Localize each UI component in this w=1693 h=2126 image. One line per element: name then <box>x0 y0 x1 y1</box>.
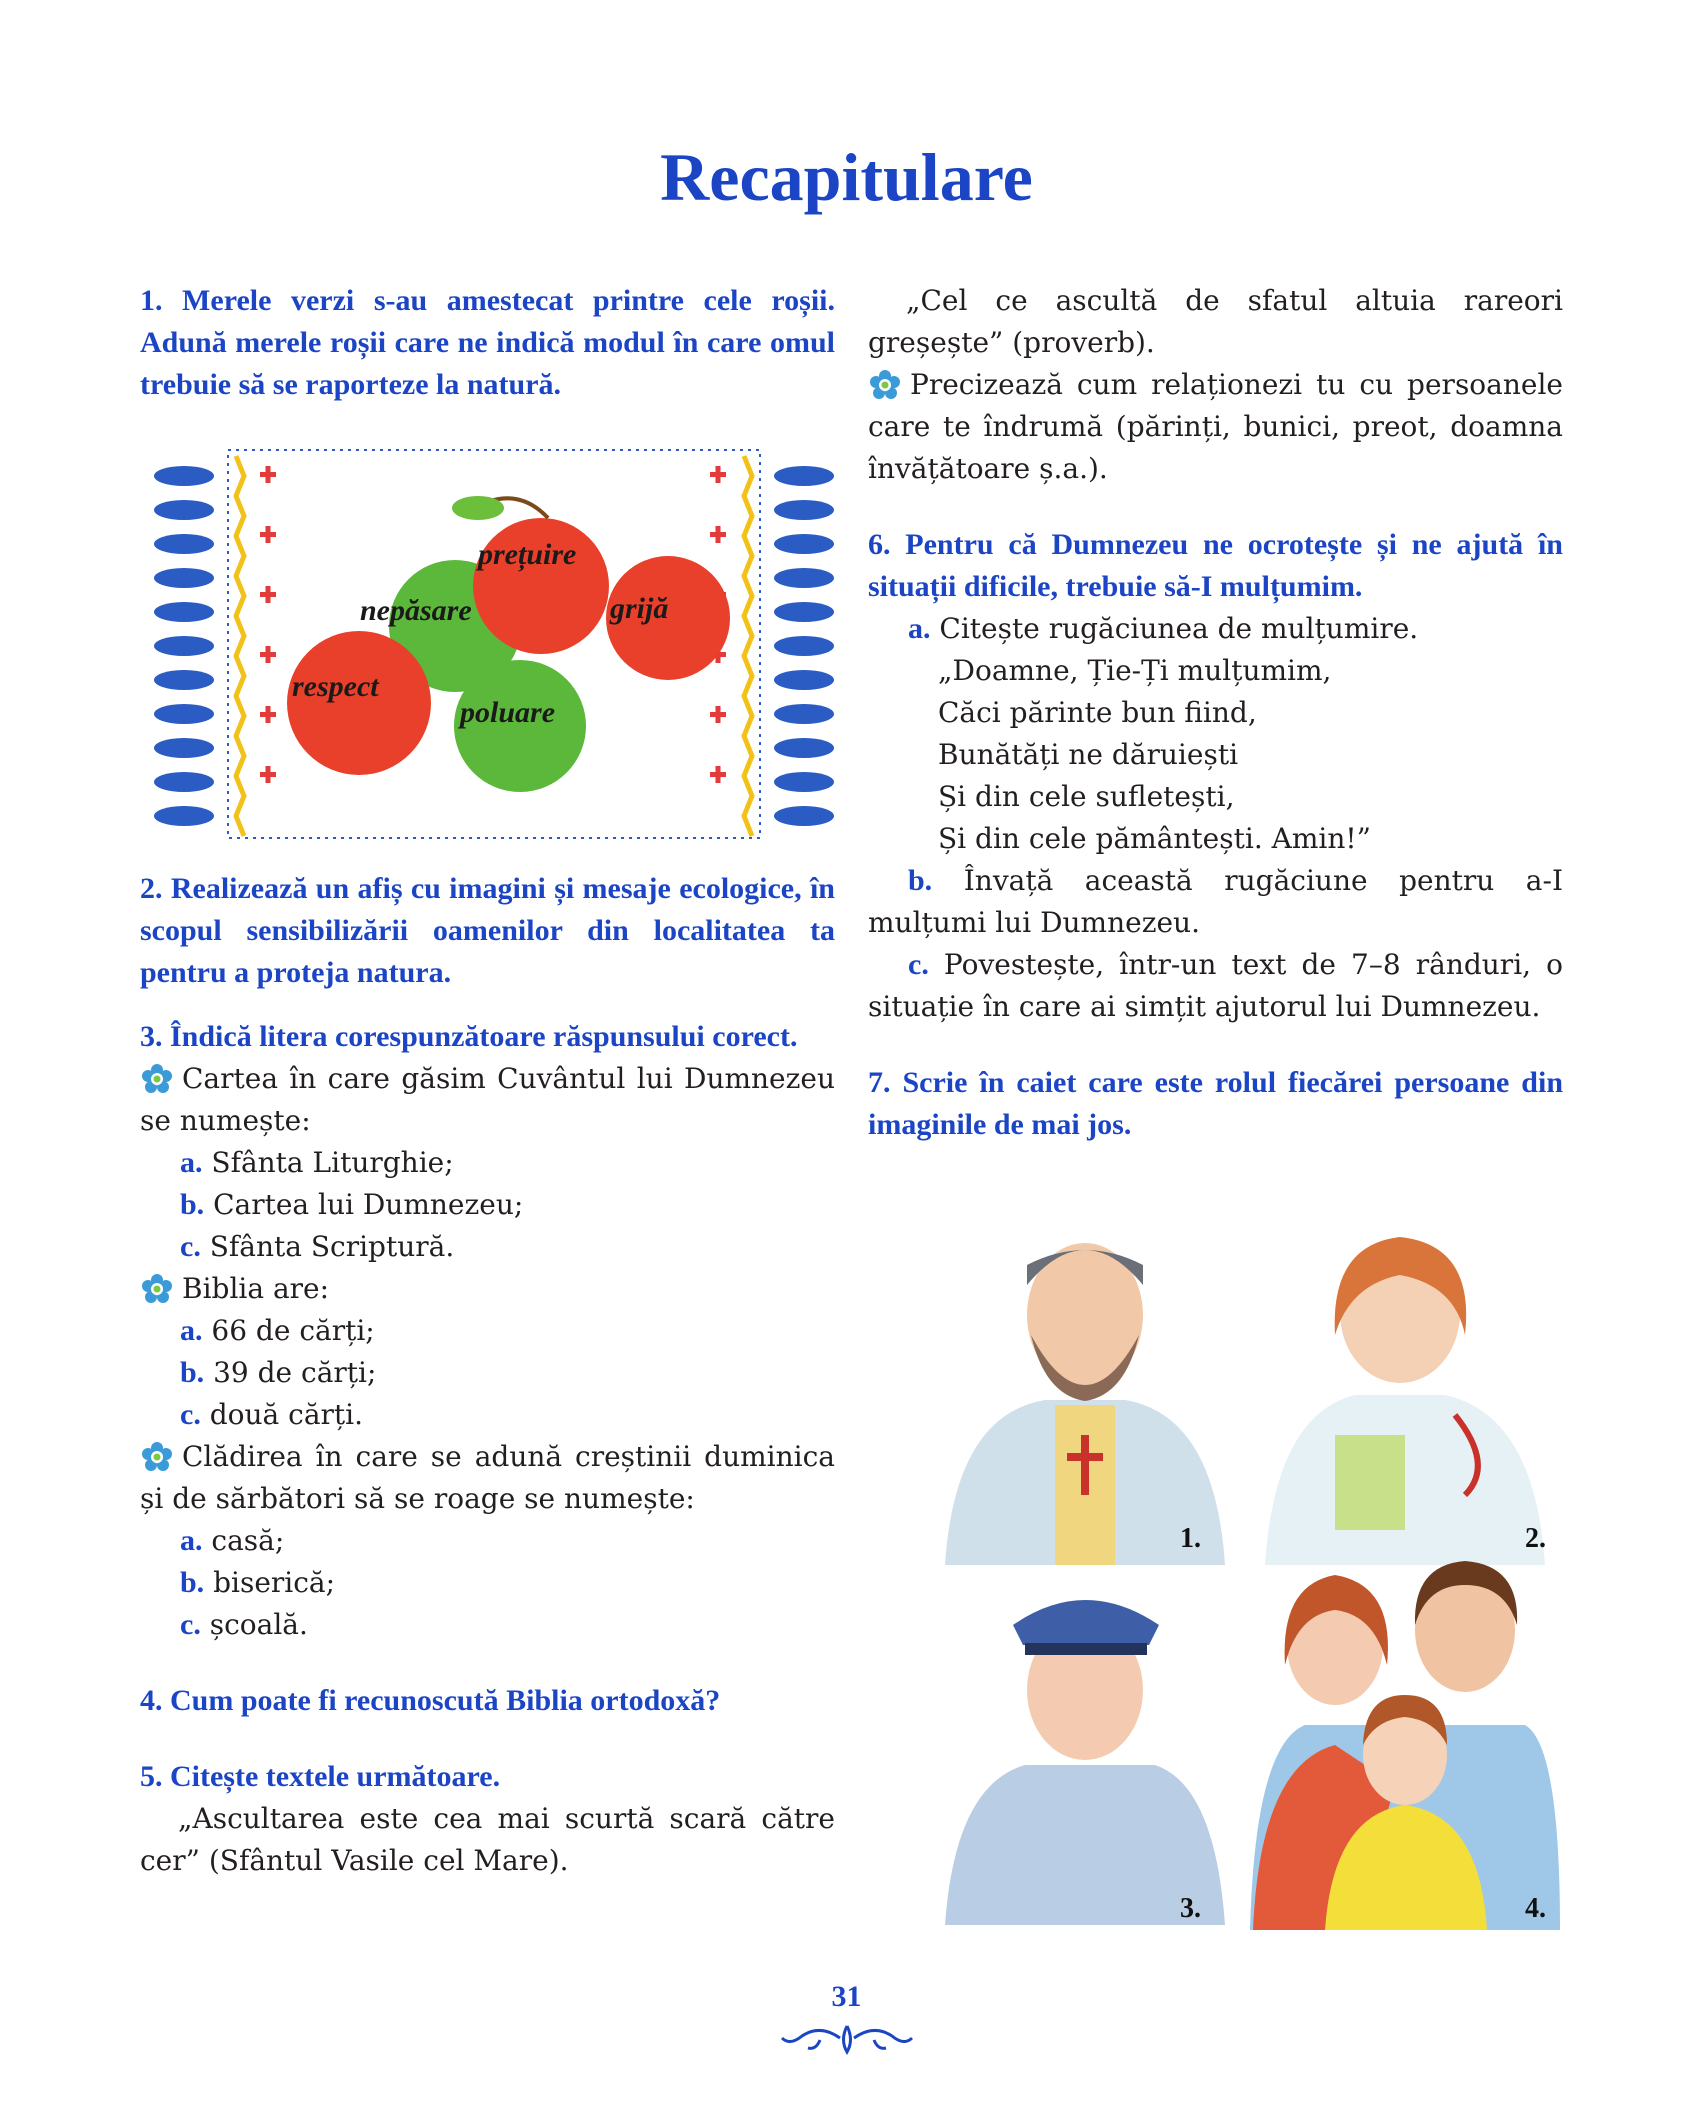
prayer-line: Și din cele pământești. Amin!” <box>938 822 1371 855</box>
apples-drawing <box>148 446 840 844</box>
apples-illustration <box>148 446 840 844</box>
option: b. 39 de cărți; <box>180 1356 377 1389</box>
left-column-lower <box>140 868 835 1882</box>
apple-word-nepasare: nepăsare <box>360 594 472 627</box>
people-drawing <box>935 1225 1565 1955</box>
priest-figure <box>945 1243 1225 1565</box>
apple-word-grija: grijă <box>610 592 669 625</box>
apple-word-poluare: poluare <box>460 696 556 729</box>
flower-bullet-icon <box>142 1442 172 1472</box>
option: b. biserică; <box>180 1566 336 1599</box>
option: a. casă; <box>180 1524 285 1557</box>
task-3-question-1: Cartea în care găsim Cuvântul lui Dumnezeu se numește: <box>140 1062 835 1137</box>
task-5-quote-1: „Ascultarea este cea mai scurtă scară către cer” (Sfântul Vasile cel Mare). <box>140 1802 835 1877</box>
task-4-instruction: 4. Cum poate fi recunoscută Biblia ortodoxă? <box>140 1684 721 1717</box>
task-7-instruction: 7. Scrie în caiet care este rolul fiecărei persoane din imaginile de mai jos. <box>868 1066 1563 1141</box>
apple-word-pretuire: prețuire <box>478 538 577 571</box>
image-label-3: 3. <box>1180 1893 1201 1924</box>
option: b. Cartea lui Dumnezeu; <box>180 1188 524 1221</box>
task-5-question: Precizează cum relaționezi tu cu persoanele care te îndrumă (părinți, bunici, preot, doamna învățătoare ș.a.). <box>868 368 1563 485</box>
option: c. două cărți. <box>180 1398 364 1431</box>
task-1-instruction: 1. Merele verzi s-au amestecat printre cele roșii. Adună merele roșii care ne indică modul în care omul trebuie să se raporteze la natură. <box>140 284 835 401</box>
task-6-b: b. Învață această rugăciune pentru a-I mulțumi lui Dumnezeu. <box>868 864 1564 939</box>
prayer-line: „Doamne, Ție-Ți mulțumim, <box>938 654 1332 687</box>
image-label-4: 4. <box>1525 1893 1546 1924</box>
page-number: 31 <box>831 1980 862 2013</box>
task-3-question-3: Clădirea în care se adună creștinii duminica și de sărbători să se roage se numește: <box>140 1440 835 1515</box>
image-label-1: 1. <box>1180 1523 1201 1554</box>
task-6-instruction: 6. Pentru că Dumnezeu ne ocrotește și ne ajută în situații dificile, trebuie să-I mulțumim. <box>868 528 1563 603</box>
police-figure <box>945 1600 1225 1925</box>
right-column <box>868 280 1563 1146</box>
flower-bullet-icon <box>142 1064 172 1094</box>
option: c. Sfânta Scriptură. <box>180 1230 455 1263</box>
image-label-2: 2. <box>1525 1523 1546 1554</box>
option: c. școală. <box>180 1608 308 1641</box>
flower-bullet-icon <box>870 370 900 400</box>
task-5-instruction: 5. Citește textele următoare. <box>140 1760 501 1793</box>
family-figure <box>1250 1561 1560 1930</box>
page-title: Recapitulare <box>660 139 1033 215</box>
task-6-c: c. Povestește, într-un text de 7–8 rânduri, o situație în care ai simțit ajutorul lui Dumnezeu. <box>868 948 1563 1023</box>
flower-bullet-icon <box>142 1274 172 1304</box>
prayer-line: Bunătăți ne dăruiești <box>938 738 1239 771</box>
task-6-a: a. Citește rugăciunea de mulțumire. <box>908 612 1419 645</box>
option: a. 66 de cărți; <box>180 1314 375 1347</box>
apple-word-respect: respect <box>292 670 379 703</box>
page-ornament-icon <box>780 2018 914 2058</box>
doctor-figure <box>1265 1237 1545 1565</box>
option: a. Sfânta Liturghie; <box>180 1146 454 1179</box>
task-2-instruction: 2. Realizează un afiș cu imagini și mesaje ecologice, în scopul sensibilizării oamenilor din localitatea ta pentru a proteja natura. <box>140 872 835 989</box>
task-3-question-2: Biblia are: <box>140 1268 835 1310</box>
task-5-quote-2: „Cel ce ascultă de sfatul altuia rareori greșește” (proverb). <box>868 284 1563 359</box>
prayer-line: Căci părinte bun fiind, <box>938 696 1257 729</box>
left-column <box>140 280 835 406</box>
people-illustration <box>935 1225 1565 1955</box>
prayer-line: Și din cele sufletești, <box>938 780 1235 813</box>
task-3-instruction: 3. Îndică litera corespunzătoare răspunsului corect. <box>140 1020 798 1053</box>
